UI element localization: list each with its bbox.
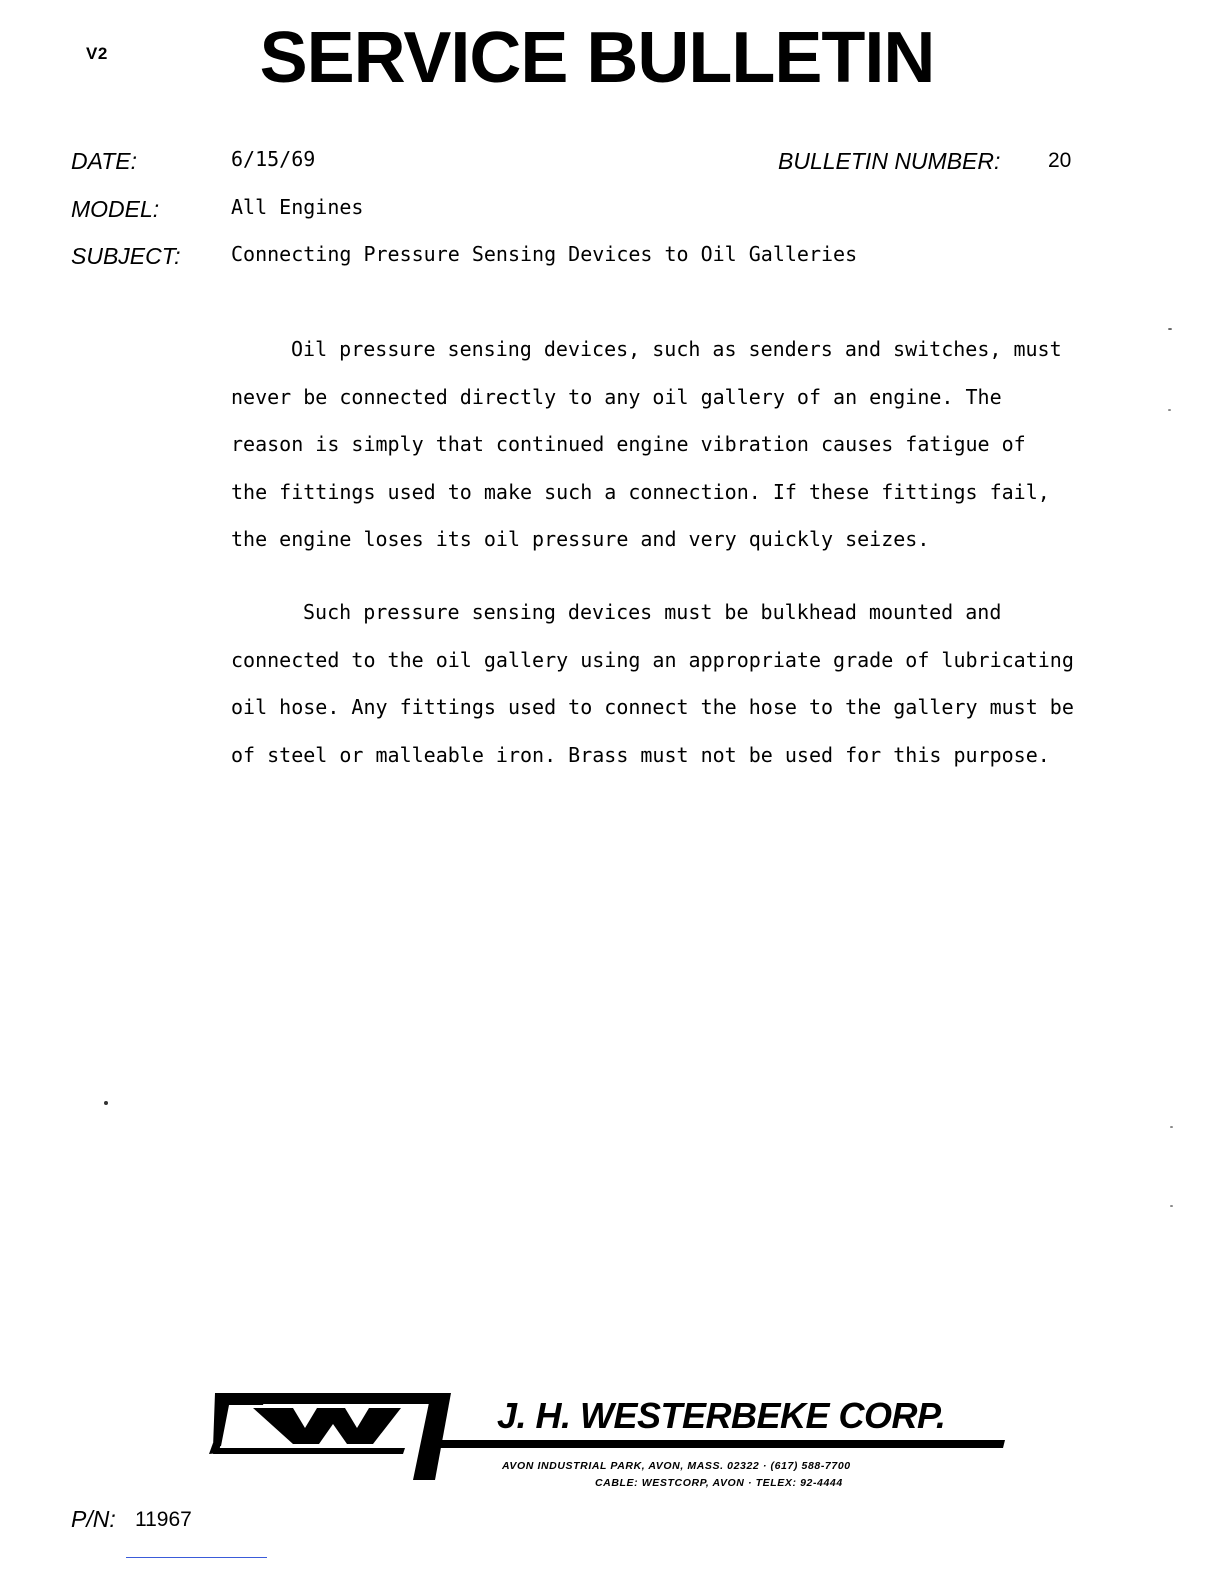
address-line-1: AVON INDUSTRIAL PARK, AVON, MASS. 02322 · (617) 588-7700: [502, 1460, 851, 1472]
date-label: DATE:: [71, 148, 138, 174]
company-name: J. H. WESTERBEKE CORP.: [497, 1395, 946, 1436]
version-label: V2: [86, 44, 108, 63]
date-value: 6/15/69: [231, 147, 316, 171]
scan-speck: [1170, 1205, 1173, 1207]
part-number-value: 11967: [135, 1508, 192, 1531]
scan-speck: [1168, 328, 1172, 330]
address-line-2: CABLE: WESTCORP, AVON · TELEX: 92-4444: [595, 1477, 843, 1489]
model-label: MODEL:: [71, 196, 160, 222]
divider-line: [126, 1557, 267, 1558]
body-paragraph-1: Oil pressure sensing devices, such as senders and switches, must never be connected directly to any oil gallery of an engine. The reason is simply that continued engine vibration causes fatigue of the fittings used to make such a connection. If these fittings fail, the engine loses its oil pressure and very quickly seizes.: [231, 337, 1062, 551]
body-paragraph-2: Such pressure sensing devices must be bulkhead mounted and connected to the oil gallery using an appropriate grade of lubricating oil hose. Any fittings used to connect the hose to the gallery must be of steel or malleable iron. Brass must not be used for this purpose.: [231, 600, 1074, 767]
model-value: All Engines: [231, 195, 364, 219]
scan-speck: [1168, 409, 1171, 411]
scan-speck: [1170, 1126, 1173, 1128]
subject-label: SUBJECT:: [71, 243, 181, 269]
part-number-label: P/N:: [71, 1506, 116, 1532]
bulletin-number-value: 20: [1048, 149, 1072, 172]
bulletin-number-label: BULLETIN NUMBER:: [778, 148, 1001, 174]
scan-speck: [104, 1101, 108, 1105]
subject-value: Connecting Pressure Sensing Devices to Oil Galleries: [231, 242, 858, 266]
page-title: SERVICE BULLETIN: [259, 18, 935, 98]
